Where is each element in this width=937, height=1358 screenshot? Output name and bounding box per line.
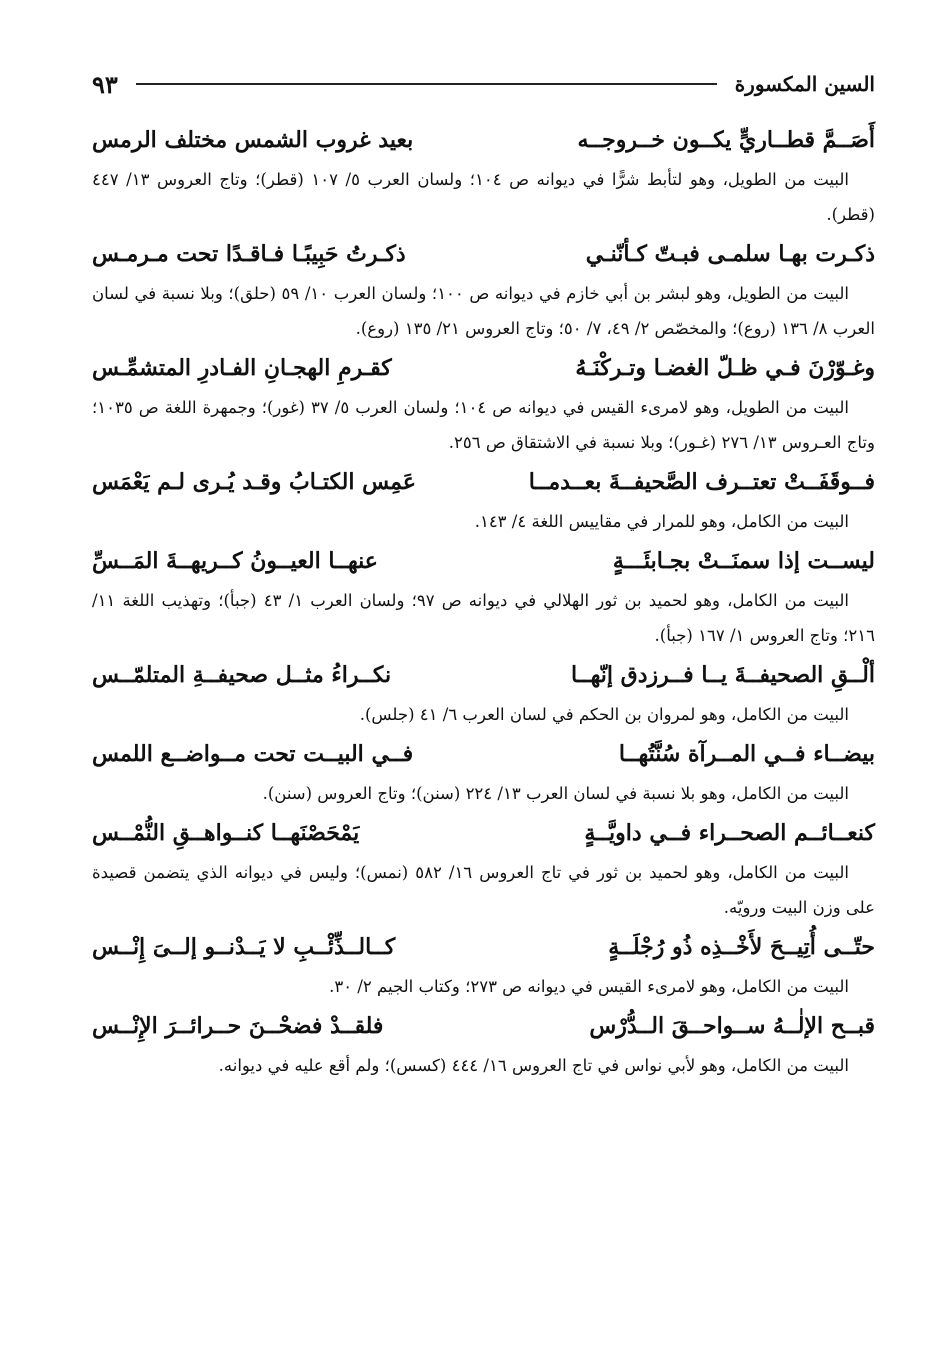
verse-second-hemistich: عنهــا العيــونُ كــريهــةَ المَــسِّ: [92, 548, 378, 574]
verse-first-hemistich: ألْــقِ الصحيفــةَ يــا فــرزدق إنّهــا: [571, 662, 875, 688]
verse-line: [92, 811, 875, 855]
verse-source-note: البيت من الكامل، وهو لأبي نواس في تاج العروس ١٦/ ٤٤٤ (كسس)؛ ولم أقع عليه في ديوانه.: [218, 1056, 849, 1075]
verse-entry: [92, 811, 875, 925]
verse-source-note: البيت من الكامل، وهو لامرىء القيس في ديوانه ص ٢٧٣؛ وكتاب الجيم ٢/ ٣٠.: [329, 977, 849, 996]
verse-source-note: البيت من الطويل، وهو لامرىء القيس في ديوانه ص ١٠٤؛ ولسان العرب ٥/ ٣٧ (غور)؛ وجمهرة اللغة ص ١٠٣٥؛ وتاج العـروس ١٣/ ٢٧٦ (غـور)؛ وبلا نسبة في الاشتقاق ص ٢٥٦.: [92, 398, 875, 452]
verse-first-hemistich: فــوقَفَــتْ تعتــرف الصَّحيفــةَ بعــدمــا: [528, 469, 875, 495]
header-rule: [136, 83, 717, 85]
verse-line: [92, 460, 875, 504]
verse-entry: [92, 539, 875, 653]
verse-entry: [92, 732, 875, 811]
verse-entries: [92, 118, 875, 1083]
verse-entry: [92, 232, 875, 346]
verse-entry: [92, 1004, 875, 1083]
verse-second-hemistich: كــالــذِّئْــبِ لا يَــدْنــو إلــىَ إِنْــس: [92, 934, 396, 960]
verse-line: [92, 925, 875, 969]
running-title: السين المكسورة: [734, 72, 875, 96]
verse-second-hemistich: فلقــدْ فضحْــنَ حــرائــرَ الإِنْــس: [92, 1013, 384, 1039]
verse-first-hemistich: أَصَــمَّ قطــاريٍّ يكــون خــروجــه: [577, 127, 875, 153]
verse-source-note: البيت من الطويل، وهو لبشر بن أبي خازم في ديوانه ص ١٠٠؛ ولسان العرب ١٠/ ٥٩ (حلق)؛ وبلا نسبة في لسان العرب ٨/ ١٣٦ (روع)؛ والمخصّص ٢/ ٤٩، ٧/ ٥٠؛ وتاج العروس ٢١/ ١٣٥ (روع).: [92, 284, 875, 338]
verse-line: [92, 539, 875, 583]
verse-first-hemistich: وغـوّرْنَ فـي ظـلّ الغضـا وتـركْنَـهُ: [575, 355, 875, 381]
verse-source-note: البيت من الطويل، وهو لتأبط شرًّا في ديوانه ص ١٠٤؛ ولسان العرب ٥/ ١٠٧ (قطر)؛ وتاج العروس ١٣/ ٤٤٧ (قطر).: [92, 170, 875, 224]
verse-entry: [92, 346, 875, 460]
verse-second-hemistich: عَمِس الكتـابُ وقـد يُـرى لـم يَعْمَس: [92, 469, 417, 495]
verse-first-hemistich: ليســت إذا سمنَــتْ بجـابئَـــةٍ: [612, 548, 875, 574]
verse-entry: [92, 925, 875, 1004]
verse-first-hemistich: بيضــاء فــي المــرآة سُنَّتُهــا: [618, 741, 875, 767]
verse-second-hemistich: ذكـرتُ حَبِيبًـا فـاقـدًا تحت مـرمـس: [92, 241, 406, 267]
verse-entry: [92, 460, 875, 539]
verse-source-note: البيت من الكامل، وهو لحميد بن ثور في تاج العروس ١٦/ ٥٨٢ (نمس)؛ وليس في ديوانه الذي يتضمن قصيدة على وزن البيت ورويّه.: [92, 863, 875, 917]
verse-source-note: البيت من الكامل، وهو بلا نسبة في لسان العرب ١٣/ ٢٢٤ (سنن)؛ وتاج العروس (سنن).: [262, 784, 849, 803]
verse-source-note: البيت من الكامل، وهو لحميد بن ثور الهلالي في ديوانه ص ٩٧؛ ولسان العرب ١/ ٤٣ (جبأ)؛ وتهذيب اللغة ١١/ ٢١٦؛ وتاج العروس ١/ ١٦٧ (جبأ).: [92, 591, 875, 645]
verse-second-hemistich: كقـرمِ الهجـانِ الفـادرِ المتشمِّـس: [92, 355, 392, 381]
verse-first-hemistich: قبــح الإلٰــهُ ســواحــقَ الــدُّرْس: [589, 1013, 875, 1039]
verse-second-hemistich: فــي البيــت تحت مــواضــع اللمس: [92, 741, 414, 767]
verse-entry: [92, 653, 875, 732]
verse-line: [92, 1004, 875, 1048]
verse-first-hemistich: حتّــى أُتِيــحَ لأَخْــذِه ذُو رُجْلَــةٍ: [608, 934, 875, 960]
verse-line: [92, 653, 875, 697]
verse-second-hemistich: يَمْحَصْنَهــا كنــواهــقِ النُّمْــس: [92, 820, 360, 846]
verse-source-note: البيت من الكامل، وهو للمرار في مقاييس اللغة ٤/ ١٤٣.: [474, 512, 849, 531]
verse-entry: [92, 118, 875, 232]
verse-first-hemistich: ذكـرت بهـا سلمـى فبـتّ كـأنّنـي: [585, 241, 875, 267]
verse-first-hemistich: كنعــائــم الصحــراء فــي داويَّــةٍ: [584, 820, 875, 846]
verse-line: [92, 346, 875, 390]
verse-source-note: البيت من الكامل، وهو لمروان بن الحكم في لسان العرب ٦/ ٤١ (جلس).: [359, 705, 849, 724]
verse-line: [92, 232, 875, 276]
verse-line: [92, 732, 875, 776]
verse-second-hemistich: نكــراءُ مثــل صحيفــةِ المتلمّــس: [92, 662, 392, 688]
verse-line: [92, 118, 875, 162]
verse-second-hemistich: بعيد غروب الشمس مختلف الرمس: [92, 127, 414, 153]
page-number: ٩٣: [92, 69, 118, 99]
page-header: [92, 64, 875, 104]
